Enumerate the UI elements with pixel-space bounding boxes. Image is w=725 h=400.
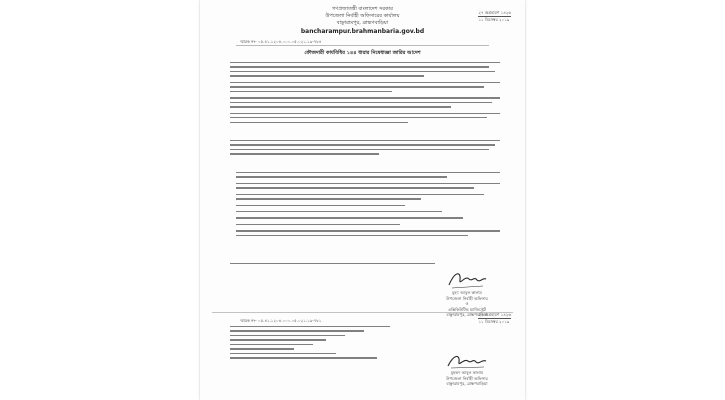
signatory-1-name: মুহা: আবুল কালাম	[452, 290, 482, 295]
letterhead	[200, 6, 525, 35]
copy-date-en: ১১ ডিসেম্বর ২০১৯	[478, 319, 510, 324]
signatory-1-designation: উপজেলা নির্বাহী অফিসার	[446, 295, 488, 301]
signature-2	[445, 352, 489, 370]
order-body-paragraph-1	[230, 62, 500, 128]
signatory-2-designation: উপজেলা নির্বাহী অফিসার	[446, 375, 488, 381]
top-date-bn: ২৭ অগ্রহায়ণ ১৪২৬	[478, 10, 511, 15]
order-conditions-list	[236, 172, 500, 241]
divider	[236, 45, 489, 46]
divider	[212, 312, 513, 313]
copy-date-block	[478, 312, 511, 325]
signatory-1-role: এক্সিকিউটিভ ম্যাজিস্ট্রেট	[448, 306, 486, 312]
signatory-1-location: বাঞ্ছারামপুর, ব্রাহ্মণবাড়িয়া	[446, 312, 488, 317]
letterhead-line-3: বাঞ্ছারামপুর, ব্রাহ্মণবাড়িয়া	[336, 20, 389, 26]
copy-distribution-list	[230, 326, 390, 362]
order-closing-line	[230, 263, 500, 267]
signatory-2-location: বাঞ্ছারামপুর, ব্রাহ্মণবাড়িয়া	[446, 381, 488, 386]
signatory-2-name: মুহম্মদ আবুল কালাম	[450, 370, 484, 375]
letterhead-website: bancharampur.brahmanbaria.gov.bd	[300, 28, 425, 35]
signatory-1-and: ও	[465, 301, 469, 306]
letterhead-line-2: উপজেলা নির্বাহী অফিসারের কার্যালয়	[325, 13, 400, 19]
top-memo-number: স্মারক নং- ০৫.৪১.১২০৪.০০০.০৫.০২১.১৯-৭৮৪	[240, 39, 322, 44]
order-body-paragraph-2	[230, 140, 500, 160]
order-title: ফৌজদারী কার্যবিধির ১৪৪ ধারার নিষেধাজ্ঞা জারির আদেশ	[304, 50, 421, 56]
order-document	[200, 0, 525, 400]
signature-1	[445, 268, 489, 290]
copy-date-bn: ২৭ অগ্রহায়ণ ১৪২৬	[478, 312, 511, 317]
copy-memo-number: স্মারক নং- ০৫.৪১.১২০৪.০০০.০৫.০২১.১৯-৭৮১	[240, 318, 322, 323]
signature-block-2	[427, 352, 507, 387]
signature-block-1	[427, 268, 507, 318]
top-date-block	[478, 10, 511, 23]
top-date-en: ১১ ডিসেম্বর ২০১৯	[478, 17, 510, 22]
letterhead-line-1: গণপ্রজাতন্ত্রী বাংলাদেশ সরকার	[332, 6, 393, 12]
